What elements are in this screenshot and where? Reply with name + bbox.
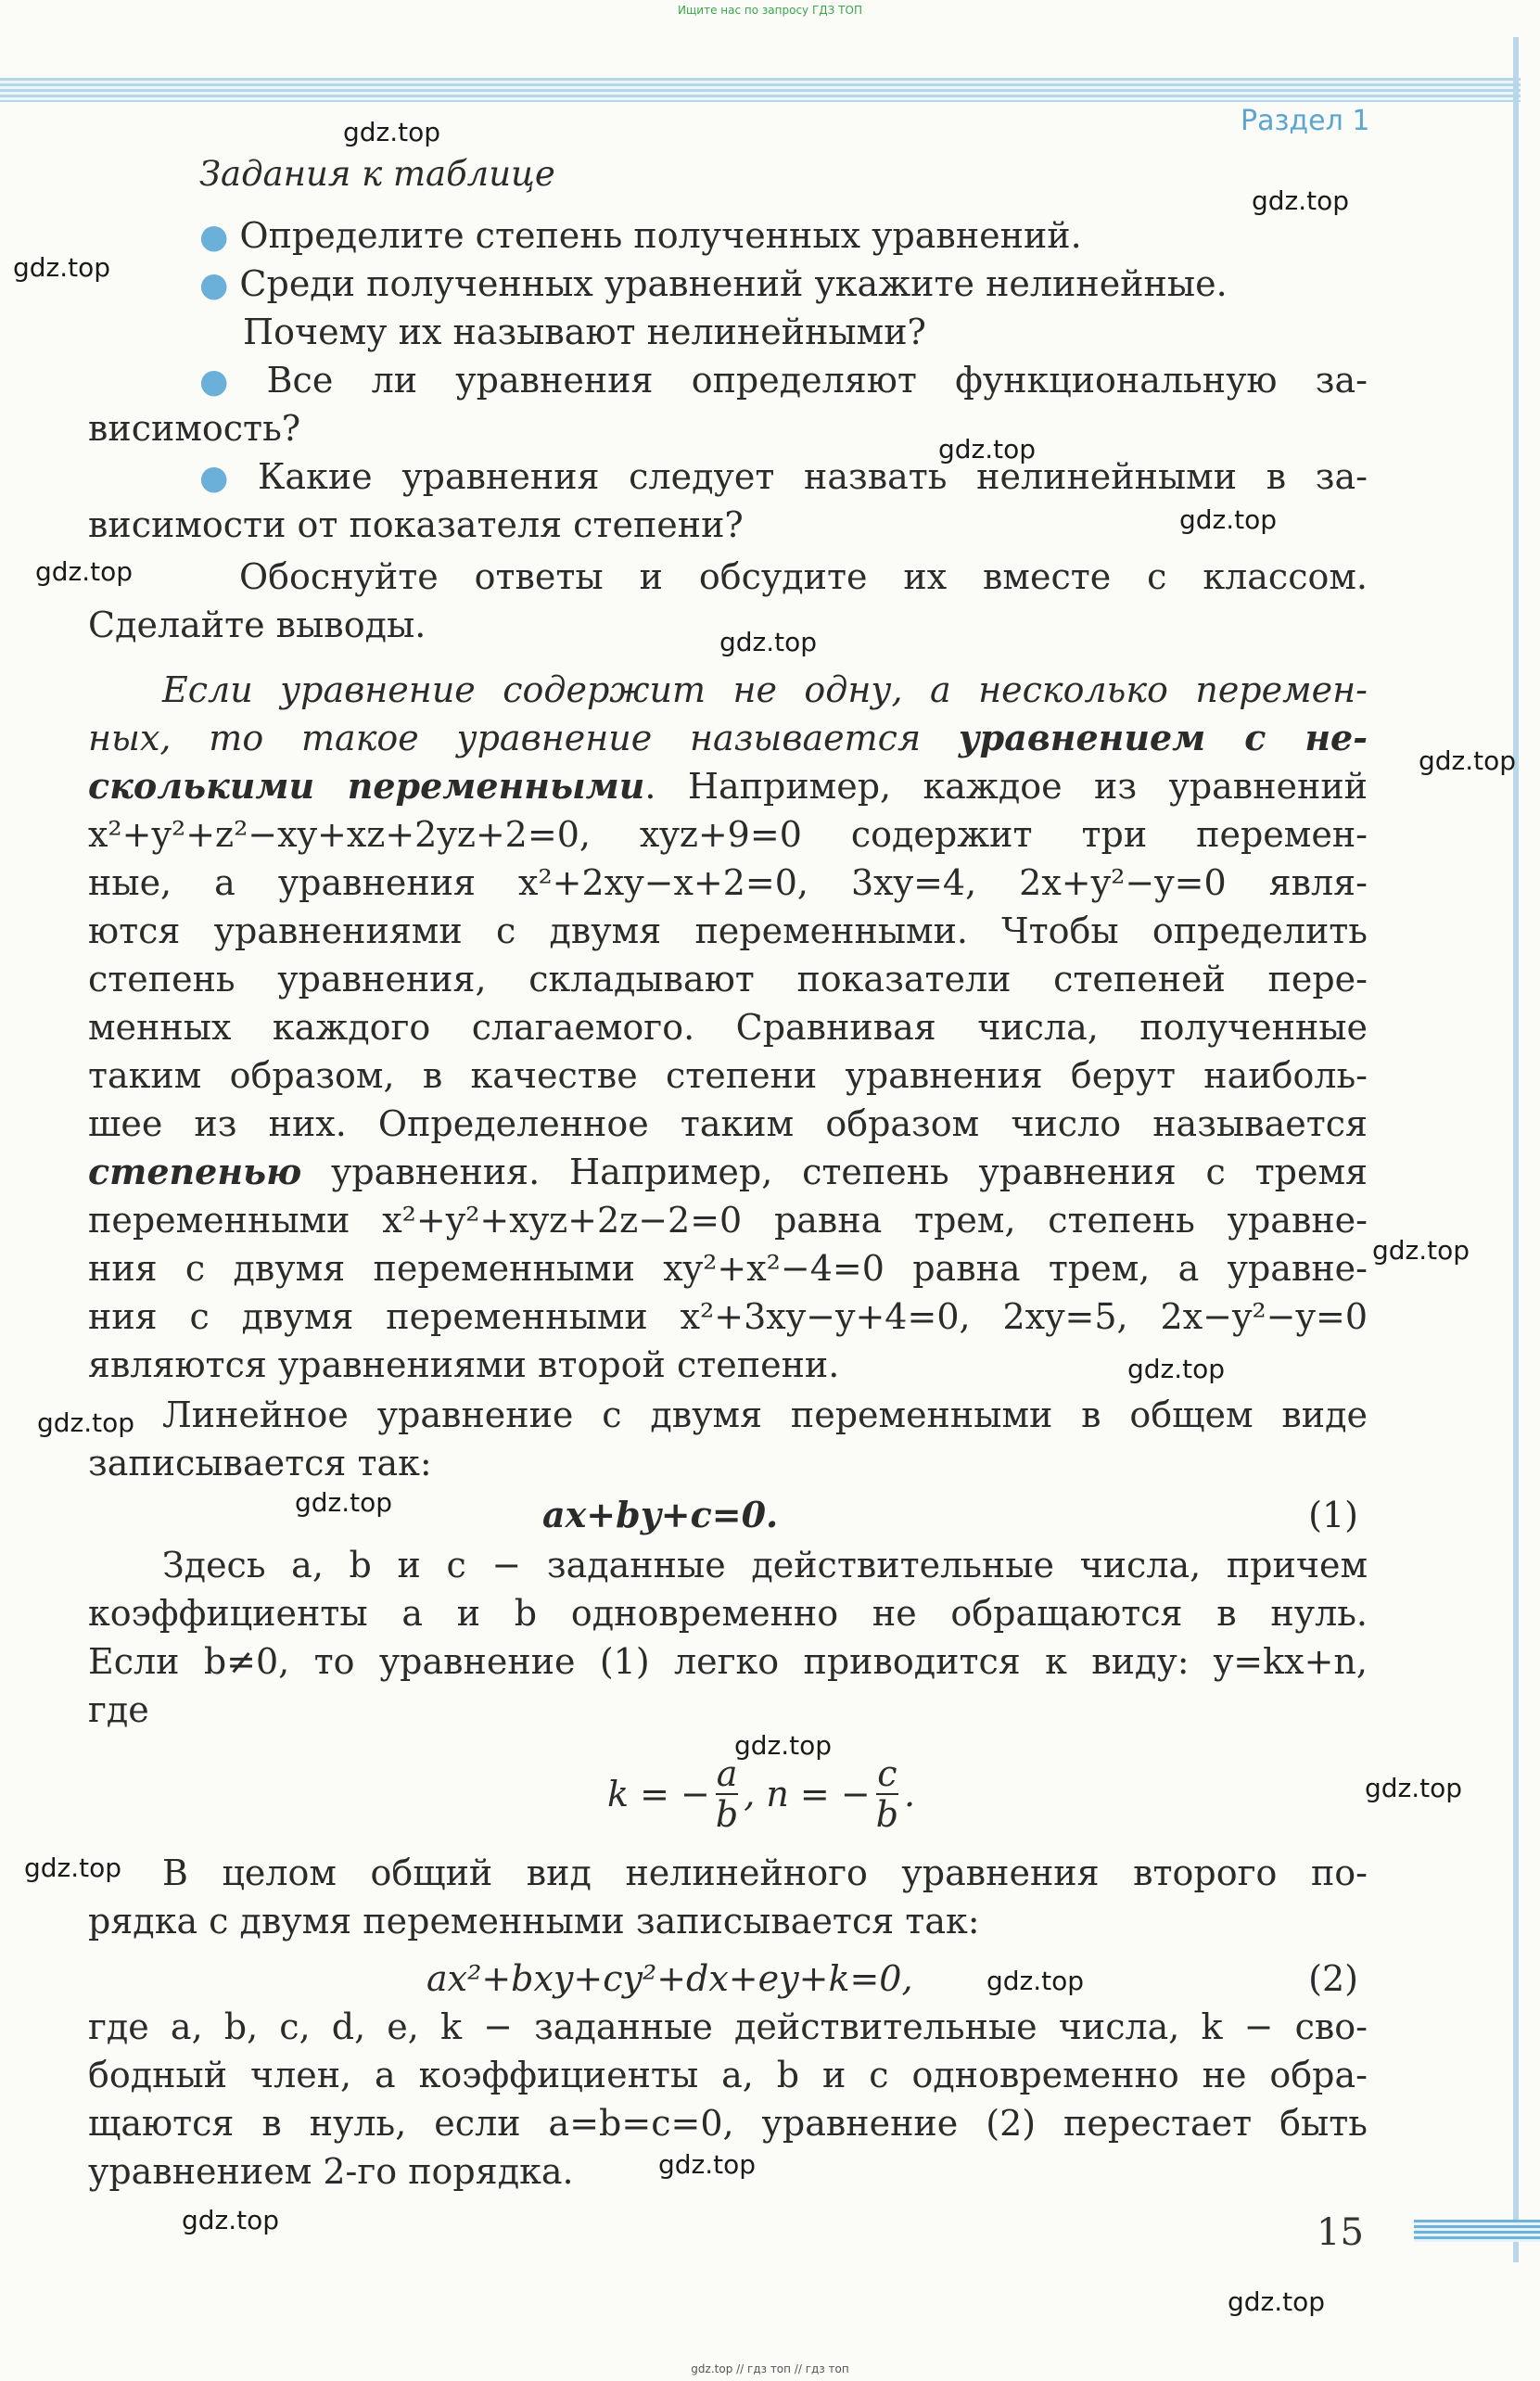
bullet-icon: ● xyxy=(199,363,256,401)
p5-line-1: где a, b, c, d, e, k − заданные действительные числа, k − сво- xyxy=(88,2006,1368,2047)
p1-line-8: менных каждого слагаемого. Сравнивая числа, полученные xyxy=(88,1007,1368,1048)
watermark: gdz.top xyxy=(343,117,441,147)
tasks-conclusion-2: Сделайте выводы. xyxy=(88,605,426,645)
p1-line-9: таким образом, в качестве степени уравнения берут наиболь- xyxy=(88,1055,1368,1096)
watermark: gdz.top xyxy=(1365,1773,1463,1803)
p5-line-4: уравнением 2-го порядка. xyxy=(88,2151,574,2192)
watermark: gdz.top xyxy=(37,1407,135,1438)
watermark: gdz.top xyxy=(295,1487,393,1518)
page-number: 15 xyxy=(1317,2211,1364,2254)
p3-line-2: коэффициенты a и b одновременно не обращаются в нуль. xyxy=(88,1593,1368,1634)
top-note: Ищите нас по запросу ГДЗ ТОП xyxy=(678,4,862,17)
watermark: gdz.top xyxy=(719,627,818,657)
bottom-note: gdz.top // гдз топ // гдз топ xyxy=(691,2362,849,2375)
watermark: gdz.top xyxy=(1127,1354,1226,1384)
p2-line-2: записывается так: xyxy=(88,1443,432,1483)
watermark: gdz.top xyxy=(1252,185,1350,216)
p1-line-3: сколькими переменными. Например, каждое из уравнений xyxy=(88,765,1368,807)
p5-line-3: щаются в нуль, если a=b=c=0, уравнение (2) перестает быть xyxy=(88,2103,1368,2144)
p1-line-2: ных, то такое уравнение называется уравнением с не- xyxy=(88,717,1368,758)
watermark: gdz.top xyxy=(35,556,134,587)
watermark: gdz.top xyxy=(1372,1235,1470,1266)
watermark: gdz.top xyxy=(1419,745,1517,776)
tasks-title: Задания к таблице xyxy=(199,154,555,194)
p1-line-12: переменными x²+y²+xyz+2z−2=0 равна трем, степень уравне- xyxy=(88,1200,1368,1241)
fraction-c-over-b: $\frac{c}{b}$ xyxy=(875,1753,899,1835)
task-item-4: ● Какие уравнения следует назвать нелинейными в за- xyxy=(199,456,1368,497)
p1-line-13: ния с двумя переменными xy²+x²−4=0 равна трем, а уравне- xyxy=(88,1248,1368,1289)
p1-line-5: ные, а уравнения x²+2xy−x+2=0, 3xy=4, 2x+y²−y=0 явля- xyxy=(88,862,1368,903)
p3-line-3: Если b≠0, то уравнение (1) легко приводится к виду: y=kx+n, xyxy=(88,1641,1368,1682)
p4-line-2: рядка с двумя переменными записывается так: xyxy=(88,1901,980,1942)
task-item-3: ● Все ли уравнения определяют функциональную за- xyxy=(199,360,1368,401)
p2-line-1: Линейное уравнение с двумя переменными в общем виде xyxy=(162,1394,1368,1435)
task-item-4-cont: висимости от показателя степени? xyxy=(88,504,744,545)
p3-line-4: где xyxy=(88,1689,149,1730)
watermark: gdz.top xyxy=(182,2205,280,2235)
task-item-2: ● Среди полученных уравнений укажите нелинейные. xyxy=(199,263,1228,304)
p1-line-15: являются уравнениями второй степени. xyxy=(88,1344,840,1385)
watermark: gdz.top xyxy=(658,2149,757,2180)
right-edge-bar xyxy=(1513,37,1519,2262)
p1-line-4: x²+y²+z²−xy+xz+2yz+2=0, xyz+9=0 содержит три перемен- xyxy=(88,814,1368,855)
p5-line-2: бодный член, а коэффициенты a, b и c одновременно не обра- xyxy=(88,2055,1368,2095)
bullet-icon: ● xyxy=(199,266,229,304)
formula-2-number: (2) xyxy=(1308,1958,1358,1999)
p3-line-1: Здесь a, b и c − заданные действительные числа, причем xyxy=(162,1545,1368,1585)
footer-band xyxy=(1414,2220,1540,2242)
formula-1-number: (1) xyxy=(1308,1495,1358,1535)
watermark: gdz.top xyxy=(24,1853,122,1883)
fraction-a-over-b: $\frac{a}{b}$ xyxy=(715,1753,739,1835)
p1-line-14: ния с двумя переменными x²+3xy−y+4=0, 2xy=5, 2x−y²−y=0 xyxy=(88,1296,1368,1337)
p1-line-7: степень уравнения, складывают показатели степеней пере- xyxy=(88,959,1368,1000)
term-multi-var-equation: уравнением с не- xyxy=(958,717,1368,758)
p1-line-10: шее из них. Определенное таким образом число называется xyxy=(88,1103,1368,1144)
watermark: gdz.top xyxy=(1179,504,1278,535)
p1-line-1: Если уравнение содержит не одну, а несколько перемен- xyxy=(162,669,1368,710)
watermark: gdz.top xyxy=(938,434,1037,465)
watermark: gdz.top xyxy=(734,1730,833,1761)
task-item-2-cont: Почему их называют нелинейными? xyxy=(243,312,926,352)
task-item-3-cont: висимость? xyxy=(88,408,301,449)
formula-k-n: k = − $\frac{a}{b}$ , n = − $\frac{c}{b}$ . xyxy=(607,1753,916,1835)
p4-line-1: В целом общий вид нелинейного уравнения второго по- xyxy=(162,1853,1368,1893)
task-item-1: ● Определите степень полученных уравнений. xyxy=(199,215,1082,256)
bullet-icon: ● xyxy=(199,218,229,256)
tasks-conclusion-1: Обоснуйте ответы и обсудите их вместе с классом. xyxy=(239,556,1368,597)
watermark: gdz.top xyxy=(986,1966,1085,1996)
bullet-icon: ● xyxy=(199,459,248,497)
p1-line-11: степенью уравнения. Например, степень уравнения с тремя xyxy=(88,1151,1368,1192)
term-degree: степенью xyxy=(88,1151,302,1192)
p1-line-6: ются уравнениями с двумя переменными. Чтобы определить xyxy=(88,910,1368,951)
watermark: gdz.top xyxy=(1228,2286,1326,2317)
watermark: gdz.top xyxy=(13,252,111,283)
formula-2: ax²+bxy+cy²+dx+ey+k=0, xyxy=(426,1958,913,1999)
section-label: Раздел 1 xyxy=(1241,105,1370,137)
header-band xyxy=(0,78,1521,102)
formula-1: ax+by+c=0. xyxy=(542,1494,779,1535)
